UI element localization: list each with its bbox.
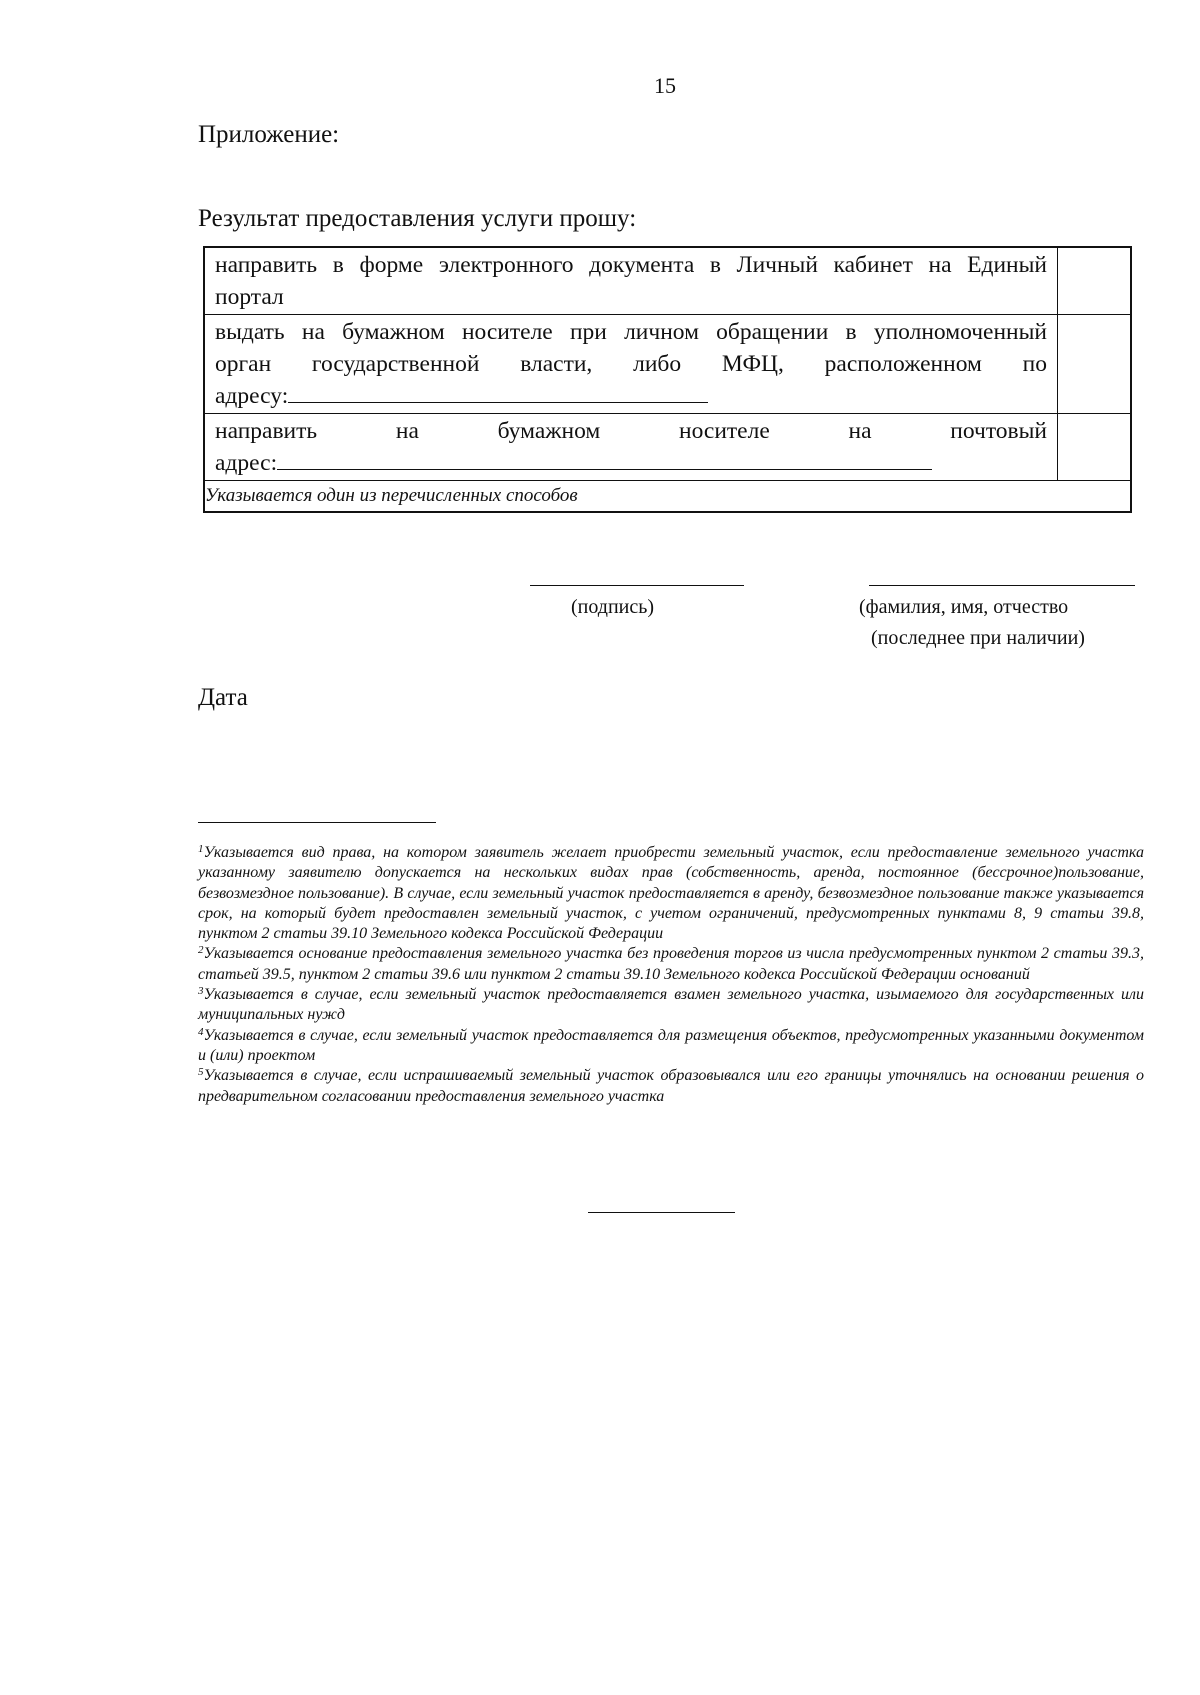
footnote-number: 5	[198, 1066, 204, 1079]
option-checkbox-electronic[interactable]	[1057, 248, 1130, 314]
options-note: Указывается один из перечисленных способов	[205, 485, 578, 506]
footnote-1	[198, 843, 1144, 944]
end-of-document-rule	[588, 1212, 735, 1213]
footnote-5	[198, 1066, 1144, 1107]
postal-address-blank-field[interactable]	[277, 447, 932, 470]
date-label: Дата	[198, 684, 248, 711]
full-name-line[interactable]	[869, 585, 1135, 586]
postal-address-label: адрес:	[215, 450, 278, 476]
signature-line[interactable]	[530, 585, 744, 586]
footnote-3	[198, 985, 1144, 1026]
signature-caption: (подпись)	[571, 596, 655, 618]
footnote-text: Указывается вид права, на котором заявитель желает приобрести земельный участок, если предоставление земельного участка указанному заявителю допускается на нескольких видах прав (собственность, аренда, постоянное (бессрочное)пользование, безвозмездное пользование). В случае, если земельный участок предоставляется в аренду, безвозмездное пользование также указывается срок, на который будет предоставлен земельный участок, с учетом ограничений, предусмотренных пунктами 8, 9 статьи 39.8, пунктом 2 статьи 39.10 Земельного кодекса Российской Федерации	[198, 844, 1144, 943]
option-row-postal	[205, 414, 1130, 481]
footnote-number: 3	[198, 985, 204, 998]
full-name-caption-line1: (фамилия, имя, отчество	[859, 596, 1069, 618]
service-result-intro: Результат предоставления услуги прошу:	[198, 205, 637, 232]
address-line	[215, 380, 1047, 412]
option-checkbox-paper-in-person[interactable]	[1057, 315, 1130, 413]
option-text-line: направить на бумажном носителе на почтовый	[215, 418, 1047, 444]
footnote-number: 4	[198, 1025, 204, 1038]
option-text-line: выдать на бумажном носителе при личном обращении в уполномоченный	[215, 319, 1047, 345]
footnote-text: Указывается в случае, если испрашиваемый земельный участок образовывался или его границы уточнялись на основании решения о предварительном согласовании предоставления земельного участка	[198, 1067, 1144, 1105]
option-text-postal	[205, 414, 1057, 480]
option-text-line: направить в форме электронного документа в Личный кабинет на Единый	[215, 252, 1047, 278]
option-text-electronic	[205, 248, 1057, 314]
address-label: адресу:	[215, 383, 289, 409]
option-row-electronic	[205, 248, 1130, 315]
footnote-text: Указывается в случае, если земельный участок предоставляется взамен земельного участка, изымаемого для государственных или муниципальных нужд	[198, 986, 1144, 1024]
option-text-line: портал	[215, 284, 284, 310]
footnote-2	[198, 944, 1144, 985]
full-name-caption-line2: (последнее при наличии)	[871, 627, 1085, 649]
footnote-text: Указывается основание предоставления земельного участка без проведения торгов из числа предусмотренных пунктом 2 статьи 39.3, статьей 39.5, пунктом 2 статьи 39.6 или пунктом 2 статьи 39.10 Земельного кодекса Российской Федерации оснований	[198, 945, 1144, 983]
option-text-paper-in-person	[205, 315, 1057, 413]
option-checkbox-postal[interactable]	[1057, 414, 1130, 480]
address-blank-field[interactable]	[288, 380, 708, 403]
option-text-line: орган государственной власти, либо МФЦ, расположенном по	[215, 351, 1047, 377]
delivery-options-table	[203, 246, 1132, 513]
option-row-paper-in-person	[205, 315, 1130, 414]
footnote-4	[198, 1026, 1144, 1067]
postal-address-line	[215, 447, 1047, 479]
footnote-number: 1	[198, 843, 204, 855]
page-number: 15	[654, 73, 676, 98]
footnote-separator	[198, 822, 436, 823]
footnotes	[198, 843, 1144, 1107]
appendix-label: Приложение:	[198, 121, 340, 148]
footnote-number: 2	[198, 944, 204, 957]
footnote-text: Указывается в случае, если земельный участок предоставляется для размещения объектов, предусмотренных указанными документом и (или) проектом	[198, 1026, 1144, 1064]
